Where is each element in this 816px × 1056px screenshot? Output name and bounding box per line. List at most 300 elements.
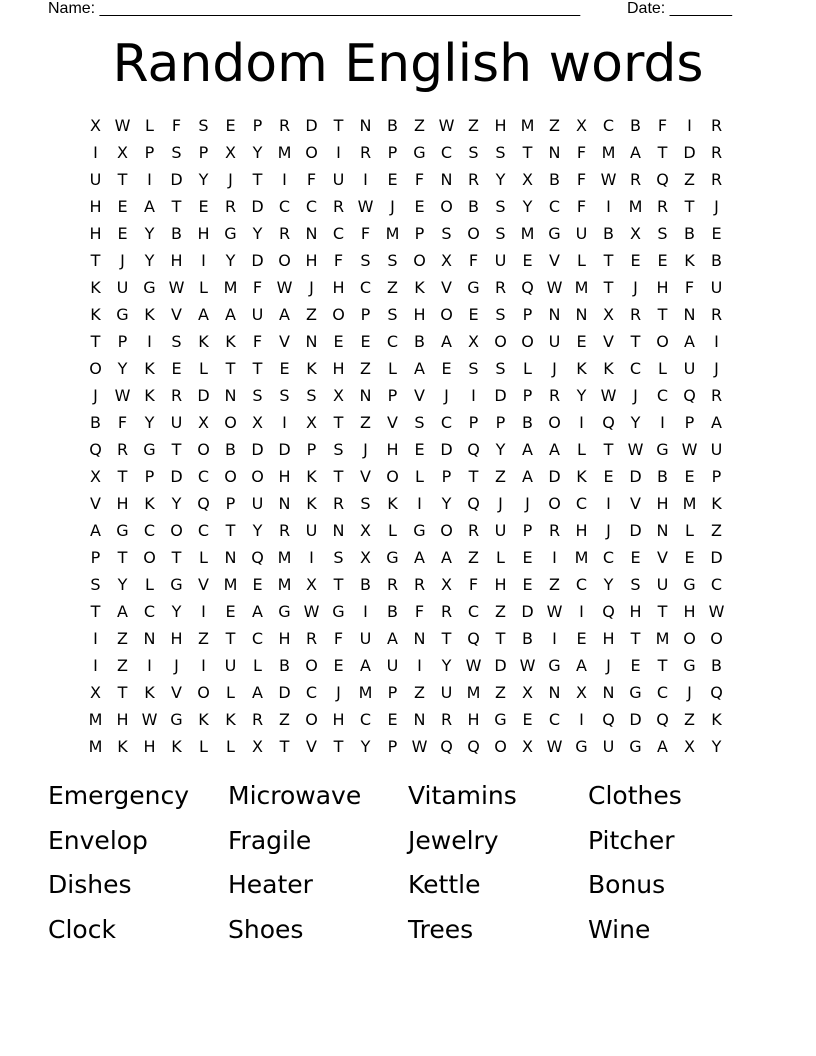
grid-letter: U	[548, 332, 561, 351]
grid-letter: Y	[144, 413, 155, 432]
grid-letter: R	[710, 386, 723, 405]
grid-letter: O	[548, 413, 561, 432]
grid-letter: M	[223, 575, 238, 594]
grid-letter: S	[333, 548, 344, 567]
grid-letter: N	[548, 683, 561, 702]
grid-letter: E	[279, 359, 290, 378]
grid-letter: P	[387, 386, 398, 405]
header	[48, 0, 748, 20]
grid-letter: B	[225, 440, 236, 459]
grid-letter: I	[363, 170, 368, 189]
grid-letter: J	[498, 494, 503, 513]
grid-letter: I	[579, 710, 584, 729]
grid-letter: K	[117, 737, 128, 756]
name-field-label: Name: ______________________________________________________	[48, 0, 581, 17]
grid-letter: F	[414, 602, 425, 621]
grid-letter: S	[414, 413, 425, 432]
grid-letter: J	[525, 494, 530, 513]
grid-letter: P	[468, 413, 479, 432]
grid-letter: T	[684, 197, 695, 216]
grid-letter: Q	[89, 440, 102, 459]
grid-letter: A	[279, 305, 290, 324]
grid-letter: Q	[467, 494, 480, 513]
grid-letter: S	[441, 224, 452, 243]
grid-letter: U	[251, 305, 264, 324]
grid-letter: I	[282, 413, 287, 432]
grid-letter: O	[440, 197, 453, 216]
grid-letter: V	[441, 278, 452, 297]
grid-letter: P	[522, 305, 533, 324]
grid-letter: Q	[467, 440, 480, 459]
grid-letter: Y	[630, 413, 641, 432]
grid-letter: G	[224, 224, 237, 243]
letter-grid	[82, 112, 730, 760]
grid-letter: U	[251, 494, 264, 513]
grid-letter: H	[332, 710, 345, 729]
grid-letter: E	[117, 224, 128, 243]
grid-letter: C	[710, 575, 723, 594]
grid-letter: J	[606, 656, 611, 675]
grid-letter: B	[711, 251, 722, 270]
grid-letter: Y	[576, 386, 587, 405]
grid-letter: W	[546, 278, 563, 297]
grid-letter: G	[170, 575, 183, 594]
grid-letter: K	[225, 710, 236, 729]
grid-letter: D	[710, 548, 723, 567]
grid-letter: B	[630, 116, 641, 135]
grid-letter: K	[144, 305, 155, 324]
grid-letter: B	[387, 116, 398, 135]
grid-letter: E	[630, 251, 641, 270]
grid-letter: J	[714, 197, 719, 216]
grid-letter: G	[143, 278, 156, 297]
grid-letter: C	[386, 332, 399, 351]
grid-letter: Z	[495, 683, 506, 702]
grid-letter: S	[495, 359, 506, 378]
grid-letter: P	[252, 116, 263, 135]
grid-letter: T	[468, 467, 479, 486]
grid-letter: G	[629, 737, 642, 756]
grid-letter: T	[333, 116, 344, 135]
grid-letter: I	[201, 251, 206, 270]
grid-letter: V	[387, 413, 398, 432]
grid-letter: H	[683, 602, 696, 621]
grid-letter: K	[144, 386, 155, 405]
grid-letter: H	[386, 440, 399, 459]
grid-letter: H	[278, 629, 291, 648]
grid-letter: E	[522, 548, 533, 567]
grid-letter: K	[144, 683, 155, 702]
grid-letter: F	[576, 170, 587, 189]
grid-letter: T	[657, 602, 668, 621]
grid-letter: U	[683, 359, 696, 378]
grid-letter: G	[413, 521, 426, 540]
grid-letter: O	[305, 710, 318, 729]
grid-letter: Y	[441, 494, 452, 513]
grid-letter: S	[171, 332, 182, 351]
grid-letter: H	[413, 305, 426, 324]
grid-letter: Y	[522, 197, 533, 216]
grid-letter: J	[363, 440, 368, 459]
grid-letter: L	[685, 521, 694, 540]
grid-letter: I	[417, 494, 422, 513]
grid-letter: L	[199, 548, 208, 567]
grid-letter: C	[143, 602, 156, 621]
grid-letter: F	[306, 170, 317, 189]
grid-letter: E	[387, 170, 398, 189]
grid-letter: H	[656, 494, 669, 513]
grid-letter: I	[363, 602, 368, 621]
grid-letter: O	[224, 413, 237, 432]
grid-letter: A	[414, 359, 425, 378]
grid-letter: I	[93, 629, 98, 648]
grid-letter: D	[440, 440, 453, 459]
grid-letter: F	[576, 197, 587, 216]
grid-letter: P	[387, 683, 398, 702]
grid-letter: S	[468, 143, 479, 162]
grid-letter: P	[144, 467, 155, 486]
grid-letter: Q	[602, 602, 615, 621]
grid-letter: K	[144, 359, 155, 378]
grid-letter: P	[441, 467, 452, 486]
grid-letter: N	[359, 386, 372, 405]
grid-letter: B	[711, 656, 722, 675]
grid-letter: Z	[549, 116, 560, 135]
grid-letter: T	[333, 575, 344, 594]
grid-letter: Z	[495, 602, 506, 621]
grid-letter: C	[305, 683, 318, 702]
grid-letter: T	[225, 359, 236, 378]
grid-letter: F	[333, 251, 344, 270]
grid-letter: V	[279, 332, 290, 351]
grid-letter: P	[306, 440, 317, 459]
grid-letter: T	[90, 332, 101, 351]
grid-letter: T	[603, 278, 614, 297]
grid-letter: I	[660, 413, 665, 432]
grid-letter: D	[170, 467, 183, 486]
grid-letter: W	[546, 737, 563, 756]
grid-letter: M	[466, 683, 481, 702]
grid-letter: Z	[360, 413, 371, 432]
grid-letter: J	[444, 386, 449, 405]
grid-letter: W	[465, 656, 482, 675]
grid-letter: S	[468, 359, 479, 378]
grid-letter: Z	[468, 548, 479, 567]
grid-letter: K	[306, 467, 317, 486]
grid-letter: D	[683, 143, 696, 162]
grid-letter: F	[252, 332, 263, 351]
grid-letter: O	[143, 548, 156, 567]
grid-letter: S	[360, 251, 371, 270]
grid-letter: Y	[441, 656, 452, 675]
grid-letter: T	[630, 332, 641, 351]
grid-letter: Y	[360, 737, 371, 756]
grid-letter: E	[684, 548, 695, 567]
grid-letter: Q	[440, 737, 453, 756]
grid-letter: R	[467, 521, 480, 540]
grid-letter: K	[198, 332, 209, 351]
grid-letter: G	[143, 440, 156, 459]
grid-letter: D	[629, 467, 642, 486]
grid-letter: X	[252, 413, 263, 432]
grid-letter: T	[171, 440, 182, 459]
grid-letter: X	[603, 305, 614, 324]
grid-letter: W	[141, 710, 158, 729]
grid-letter: R	[278, 521, 291, 540]
grid-letter: J	[228, 170, 233, 189]
grid-letter: F	[333, 629, 344, 648]
grid-letter: R	[332, 197, 345, 216]
grid-letter: Y	[603, 575, 614, 594]
grid-letter: U	[116, 278, 129, 297]
grid-letter: T	[252, 170, 263, 189]
word-list-item: Clock	[48, 914, 116, 944]
grid-letter: J	[633, 278, 638, 297]
grid-letter: P	[387, 737, 398, 756]
grid-letter: O	[197, 440, 210, 459]
grid-letter: T	[117, 683, 128, 702]
grid-letter: Y	[495, 440, 506, 459]
grid-letter: Y	[117, 359, 128, 378]
grid-letter: A	[414, 548, 425, 567]
grid-letter: Z	[684, 710, 695, 729]
grid-letter: I	[93, 143, 98, 162]
grid-letter: L	[577, 251, 586, 270]
grid-letter: M	[601, 143, 616, 162]
grid-letter: G	[170, 710, 183, 729]
grid-letter: P	[522, 386, 533, 405]
grid-letter: T	[171, 548, 182, 567]
grid-letter: G	[116, 521, 129, 540]
grid-letter: P	[360, 305, 371, 324]
grid-letter: X	[522, 170, 533, 189]
word-list-item: Trees	[408, 914, 474, 944]
grid-letter: M	[88, 737, 103, 756]
grid-letter: A	[549, 440, 560, 459]
grid-letter: O	[224, 467, 237, 486]
grid-letter: E	[198, 197, 209, 216]
grid-letter: W	[600, 386, 617, 405]
grid-letter: C	[359, 278, 372, 297]
grid-letter: R	[710, 170, 723, 189]
grid-letter: R	[656, 197, 669, 216]
grid-letter: Z	[549, 575, 560, 594]
grid-letter: H	[116, 494, 129, 513]
grid-letter: B	[360, 575, 371, 594]
grid-letter: Z	[117, 656, 128, 675]
grid-letter: H	[278, 467, 291, 486]
grid-letter: C	[305, 197, 318, 216]
grid-letter: K	[684, 251, 695, 270]
grid-letter: E	[225, 602, 236, 621]
grid-letter: X	[90, 116, 101, 135]
grid-letter: P	[90, 548, 101, 567]
grid-letter: S	[630, 575, 641, 594]
grid-letter: L	[226, 683, 235, 702]
grid-letter: Z	[414, 116, 425, 135]
grid-letter: E	[630, 656, 641, 675]
grid-letter: Z	[279, 710, 290, 729]
grid-letter: C	[575, 575, 588, 594]
grid-letter: W	[627, 440, 644, 459]
grid-letter: O	[656, 332, 669, 351]
grid-letter: T	[117, 548, 128, 567]
grid-letter: M	[223, 278, 238, 297]
grid-letter: I	[93, 656, 98, 675]
grid-letter: M	[277, 575, 292, 594]
grid-letter: O	[494, 737, 507, 756]
grid-letter: F	[171, 116, 182, 135]
grid-letter: R	[359, 143, 372, 162]
grid-letter: N	[305, 332, 318, 351]
grid-letter: J	[390, 197, 395, 216]
grid-letter: D	[629, 521, 642, 540]
grid-letter: U	[575, 224, 588, 243]
grid-letter: L	[388, 521, 397, 540]
grid-letter: X	[630, 224, 641, 243]
grid-letter: T	[657, 656, 668, 675]
grid-letter: E	[225, 116, 236, 135]
grid-letter: E	[414, 197, 425, 216]
word-list-item: Envelop	[48, 825, 148, 855]
grid-letter: N	[332, 521, 345, 540]
grid-letter: K	[225, 332, 236, 351]
grid-letter: Y	[495, 170, 506, 189]
grid-letter: A	[117, 602, 128, 621]
grid-letter: X	[522, 737, 533, 756]
grid-letter: B	[468, 197, 479, 216]
grid-letter: H	[170, 251, 183, 270]
grid-letter: Y	[252, 143, 263, 162]
grid-letter: I	[579, 413, 584, 432]
grid-letter: L	[199, 359, 208, 378]
grid-letter: D	[305, 116, 318, 135]
grid-letter: F	[360, 224, 371, 243]
grid-letter: B	[684, 224, 695, 243]
grid-letter: I	[417, 656, 422, 675]
grid-letter: F	[117, 413, 128, 432]
grid-letter: Y	[144, 224, 155, 243]
grid-letter: R	[278, 224, 291, 243]
grid-letter: K	[198, 710, 209, 729]
grid-letter: M	[520, 224, 535, 243]
grid-letter: G	[467, 278, 480, 297]
grid-letter: A	[90, 521, 101, 540]
grid-letter: Q	[710, 683, 723, 702]
grid-letter: L	[145, 575, 154, 594]
grid-letter: R	[548, 386, 561, 405]
grid-letter: Z	[306, 305, 317, 324]
grid-letter: A	[441, 332, 452, 351]
grid-letter: O	[278, 251, 291, 270]
grid-letter: X	[522, 683, 533, 702]
grid-letter: V	[171, 305, 182, 324]
grid-letter: O	[197, 683, 210, 702]
grid-letter: X	[306, 413, 317, 432]
grid-letter: M	[358, 683, 373, 702]
grid-letter: E	[414, 440, 425, 459]
grid-letter: S	[495, 143, 506, 162]
grid-letter: Z	[360, 359, 371, 378]
grid-letter: T	[333, 413, 344, 432]
grid-letter: Y	[144, 251, 155, 270]
grid-letter: T	[171, 197, 182, 216]
grid-letter: G	[332, 602, 345, 621]
grid-letter: S	[495, 224, 506, 243]
grid-letter: N	[224, 386, 237, 405]
grid-letter: C	[278, 197, 291, 216]
grid-letter: L	[496, 548, 505, 567]
grid-letter: O	[710, 629, 723, 648]
grid-letter: I	[201, 602, 206, 621]
grid-letter: O	[170, 521, 183, 540]
grid-letter: K	[603, 359, 614, 378]
grid-letter: K	[90, 278, 101, 297]
grid-letter: X	[198, 413, 209, 432]
grid-letter: O	[467, 224, 480, 243]
grid-letter: T	[522, 143, 533, 162]
grid-letter: Y	[117, 575, 128, 594]
grid-letter: W	[357, 197, 374, 216]
grid-letter: U	[440, 683, 453, 702]
grid-letter: S	[90, 575, 101, 594]
grid-letter: H	[494, 116, 507, 135]
grid-letter: C	[359, 710, 372, 729]
grid-letter: K	[711, 494, 722, 513]
grid-letter: G	[494, 710, 507, 729]
grid-letter: L	[253, 656, 262, 675]
grid-letter: W	[546, 602, 563, 621]
grid-letter: P	[414, 224, 425, 243]
grid-letter: Z	[468, 116, 479, 135]
grid-letter: U	[656, 575, 669, 594]
grid-letter: V	[549, 251, 560, 270]
grid-letter: O	[521, 332, 534, 351]
grid-letter: O	[386, 467, 399, 486]
grid-letter: I	[147, 656, 152, 675]
word-list-item: Pitcher	[588, 825, 675, 855]
grid-letter: A	[252, 683, 263, 702]
grid-letter: K	[576, 359, 587, 378]
grid-letter: R	[251, 710, 264, 729]
grid-letter: C	[197, 467, 210, 486]
grid-letter: T	[630, 629, 641, 648]
grid-letter: S	[198, 116, 209, 135]
grid-letter: L	[226, 737, 235, 756]
grid-letter: Q	[683, 386, 696, 405]
grid-letter: O	[305, 656, 318, 675]
grid-letter: Q	[521, 278, 534, 297]
grid-letter: L	[145, 116, 154, 135]
grid-letter: H	[602, 629, 615, 648]
grid-letter: U	[305, 521, 318, 540]
grid-letter: V	[603, 332, 614, 351]
grid-letter: Z	[198, 629, 209, 648]
grid-letter: J	[309, 278, 314, 297]
grid-letter: A	[711, 413, 722, 432]
grid-letter: I	[147, 170, 152, 189]
grid-letter: E	[117, 197, 128, 216]
grid-letter: S	[657, 224, 668, 243]
grid-letter: A	[225, 305, 236, 324]
grid-letter: B	[657, 467, 668, 486]
grid-letter: M	[277, 143, 292, 162]
grid-letter: C	[251, 629, 264, 648]
grid-letter: N	[143, 629, 156, 648]
grid-letter: X	[441, 575, 452, 594]
grid-letter: A	[522, 440, 533, 459]
grid-letter: C	[548, 197, 561, 216]
